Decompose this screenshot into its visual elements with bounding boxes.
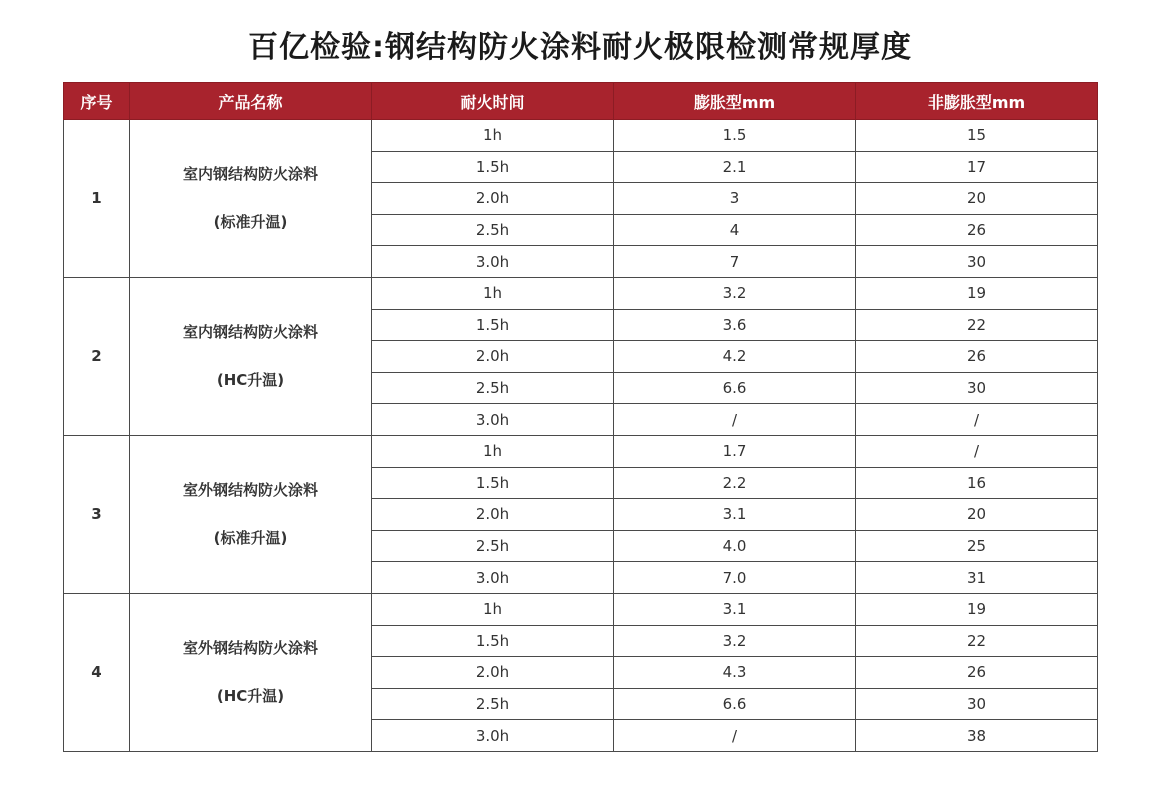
- product-name-line1: 室内钢结构防火涂料: [182, 165, 318, 184]
- fire-time-cell: 3.0h: [372, 720, 614, 752]
- table-header-row: [64, 83, 1098, 120]
- intumescent-cell: 3.2: [614, 277, 856, 309]
- intumescent-cell: 3: [614, 183, 856, 215]
- row-index: 2: [64, 277, 130, 435]
- non-intumescent-cell: 26: [856, 657, 1098, 689]
- product-name: [130, 593, 372, 751]
- product-name-line2: (HC升温): [216, 687, 285, 706]
- row-index: 1: [64, 120, 130, 278]
- non-intumescent-cell: 30: [856, 246, 1098, 278]
- product-name-line2: (标准升温): [213, 213, 288, 232]
- intumescent-cell: 4.2: [614, 341, 856, 373]
- header-fire-time: 耐火时间: [372, 83, 614, 120]
- non-intumescent-cell: 20: [856, 499, 1098, 531]
- intumescent-cell: 4.0: [614, 530, 856, 562]
- intumescent-cell: 6.6: [614, 372, 856, 404]
- product-name: [130, 277, 372, 435]
- non-intumescent-cell: 17: [856, 151, 1098, 183]
- intumescent-cell: /: [614, 720, 856, 752]
- fire-time-cell: 2.5h: [372, 214, 614, 246]
- intumescent-cell: 6.6: [614, 688, 856, 720]
- intumescent-cell: 1.5: [614, 120, 856, 152]
- row-index: 3: [64, 435, 130, 593]
- fire-time-cell: 1.5h: [372, 309, 614, 341]
- intumescent-cell: 3.1: [614, 593, 856, 625]
- header-non-intumescent: 非膨胀型mm: [856, 83, 1098, 120]
- intumescent-cell: 4: [614, 214, 856, 246]
- table-row: [64, 277, 1098, 309]
- product-name-line1: 室内钢结构防火涂料: [182, 323, 318, 342]
- intumescent-cell: 2.1: [614, 151, 856, 183]
- intumescent-cell: 3.6: [614, 309, 856, 341]
- non-intumescent-cell: 16: [856, 467, 1098, 499]
- intumescent-cell: 7: [614, 246, 856, 278]
- row-index: 4: [64, 593, 130, 751]
- non-intumescent-cell: 26: [856, 214, 1098, 246]
- fire-time-cell: 3.0h: [372, 246, 614, 278]
- intumescent-cell: /: [614, 404, 856, 436]
- fire-time-cell: 2.0h: [372, 183, 614, 215]
- product-name-line2: (HC升温): [216, 371, 285, 390]
- product-name-line2: (标准升温): [213, 529, 288, 548]
- non-intumescent-cell: 22: [856, 309, 1098, 341]
- fire-time-cell: 2.0h: [372, 657, 614, 689]
- non-intumescent-cell: /: [856, 404, 1098, 436]
- non-intumescent-cell: 30: [856, 688, 1098, 720]
- table-row: [64, 593, 1098, 625]
- non-intumescent-cell: 22: [856, 625, 1098, 657]
- intumescent-cell: 4.3: [614, 657, 856, 689]
- fire-time-cell: 3.0h: [372, 404, 614, 436]
- non-intumescent-cell: 15: [856, 120, 1098, 152]
- non-intumescent-cell: 25: [856, 530, 1098, 562]
- page-title: 百亿检验:钢结构防火涂料耐火极限检测常规厚度: [248, 30, 912, 65]
- fire-time-cell: 2.5h: [372, 688, 614, 720]
- product-name: [130, 120, 372, 278]
- intumescent-cell: 3.1: [614, 499, 856, 531]
- non-intumescent-cell: 26: [856, 341, 1098, 373]
- non-intumescent-cell: 20: [856, 183, 1098, 215]
- fire-time-cell: 1h: [372, 120, 614, 152]
- fire-time-cell: 1.5h: [372, 625, 614, 657]
- fire-time-cell: 1h: [372, 435, 614, 467]
- fire-time-cell: 2.0h: [372, 341, 614, 373]
- non-intumescent-cell: 19: [856, 277, 1098, 309]
- table-row: [64, 120, 1098, 152]
- non-intumescent-cell: 19: [856, 593, 1098, 625]
- product-name-line1: 室外钢结构防火涂料: [182, 639, 318, 658]
- non-intumescent-cell: /: [856, 435, 1098, 467]
- header-index: 序号: [64, 83, 130, 120]
- intumescent-cell: 2.2: [614, 467, 856, 499]
- product-name: [130, 435, 372, 593]
- fire-time-cell: 1.5h: [372, 151, 614, 183]
- thickness-table: [63, 82, 1098, 752]
- header-product-name: 产品名称: [130, 83, 372, 120]
- fire-time-cell: 3.0h: [372, 562, 614, 594]
- fire-time-cell: 2.5h: [372, 372, 614, 404]
- fire-time-cell: 1h: [372, 277, 614, 309]
- fire-time-cell: 2.0h: [372, 499, 614, 531]
- intumescent-cell: 3.2: [614, 625, 856, 657]
- non-intumescent-cell: 31: [856, 562, 1098, 594]
- intumescent-cell: 1.7: [614, 435, 856, 467]
- fire-time-cell: 1.5h: [372, 467, 614, 499]
- product-name-line1: 室外钢结构防火涂料: [182, 481, 318, 500]
- fire-time-cell: 2.5h: [372, 530, 614, 562]
- fire-time-cell: 1h: [372, 593, 614, 625]
- non-intumescent-cell: 30: [856, 372, 1098, 404]
- table-row: [64, 435, 1098, 467]
- intumescent-cell: 7.0: [614, 562, 856, 594]
- non-intumescent-cell: 38: [856, 720, 1098, 752]
- header-intumescent: 膨胀型mm: [614, 83, 856, 120]
